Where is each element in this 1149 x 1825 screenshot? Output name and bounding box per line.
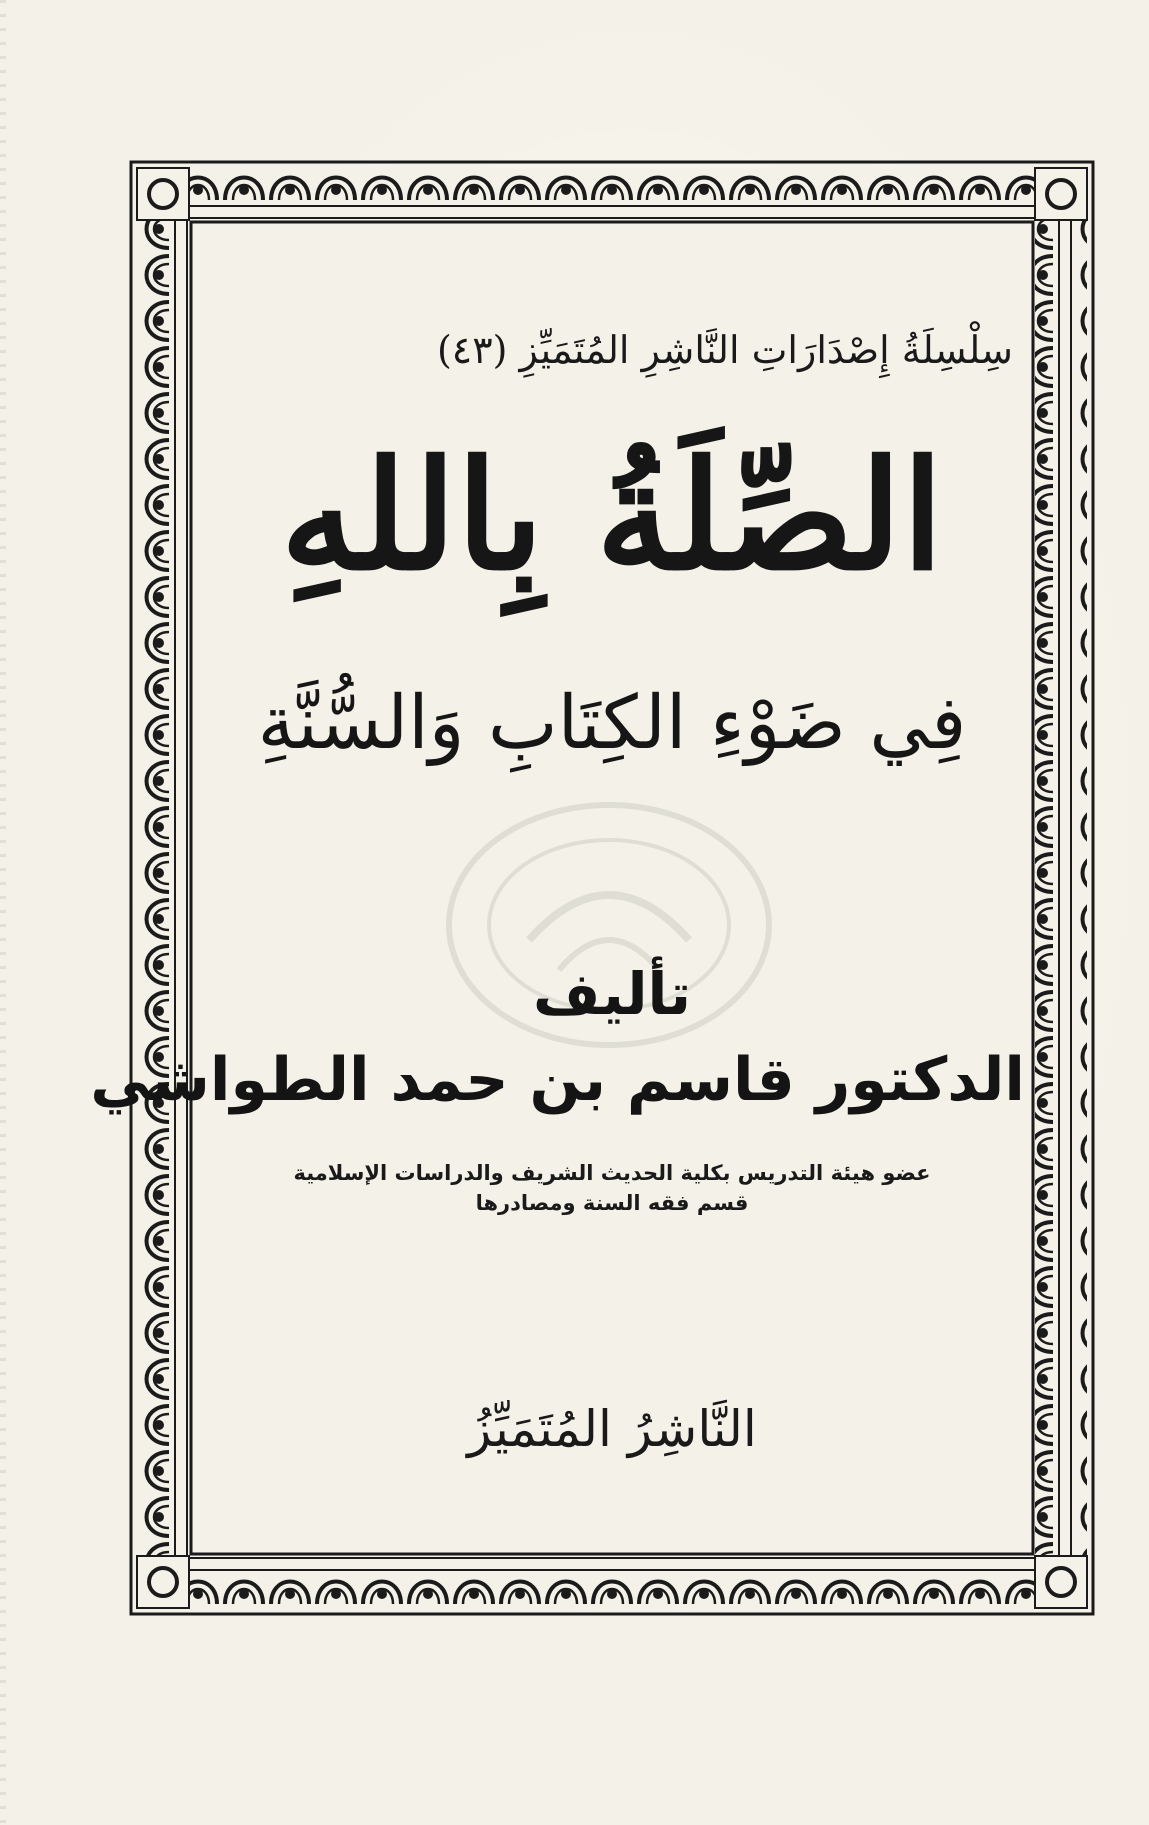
author-label: تأليف (532, 960, 692, 1028)
book-subtitle: فِي ضَوْءِ الكِتَابِ وَالسُّنَّةِ (257, 680, 967, 766)
cover-content (90, 230, 1025, 1546)
book-title: الصِّلَةُ بِاللهِ (280, 428, 944, 604)
binding-edge (0, 0, 6, 1825)
publisher-logo-text: النَّاشِرُ المُتَمَيِّزُ (467, 1400, 757, 1458)
author-name: الدكتور قاسم بن حمد الطواشي (90, 1045, 1025, 1115)
ornamental-frame (90, 160, 1095, 1616)
affiliation-line-1: عضو هيئة التدريس بكلية الحديث الشريف والدراسات الإسلامية (293, 1161, 931, 1185)
series-heading: سِلْسِلَةُ إِصْدَارَاتِ النَّاشِرِ المُتَمَيِّزِ (٤٣) (436, 328, 1013, 372)
affiliation-line-2: قسم فقه السنة ومصادرها (475, 1191, 749, 1216)
author-affiliation (199, 1158, 1025, 1219)
